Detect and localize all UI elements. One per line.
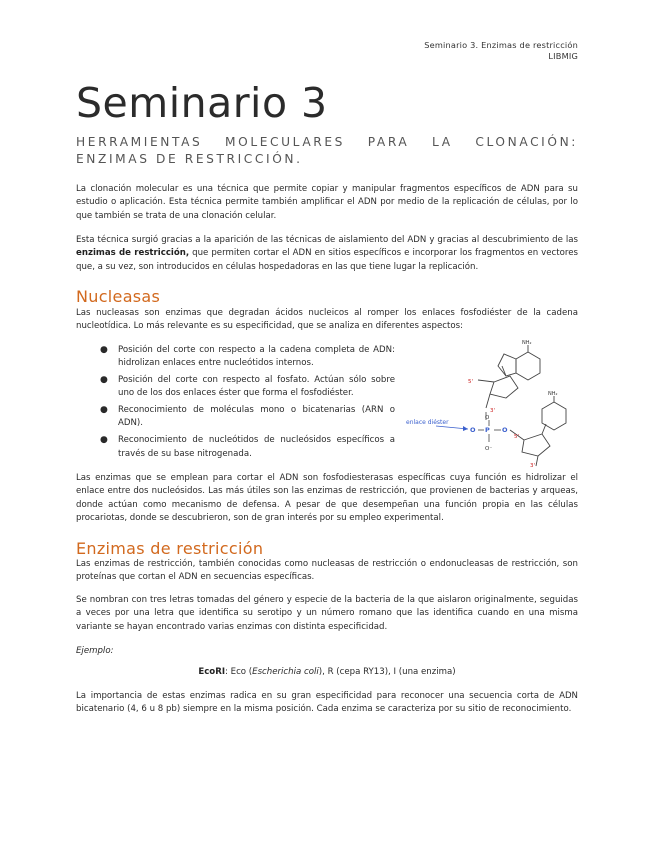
bullet-text: Posición del corte con respecto a la cadena completa de ADN: hidrolizan enlaces entre nucleótidos internos. [118, 345, 395, 369]
phosphodiester-bond-figure [406, 340, 578, 470]
page-header [424, 40, 578, 61]
nucleasas-paragraph-2: Las enzimas que se emplean para cortar el ADN son fosfodiesterasas específicas cuya función es hidrolizar el enlace entre dos nucleósidos. Las más útiles son las enzimas de restricción, que provienen de bacterias y arqueas, donde actúan como mecanismo de defensa. A pesar de que desempeñan una función propia en las células procariotas, donde se descubrieron, son de gran interés por su empleo experimental. [76, 473, 578, 523]
adenine-structure [498, 345, 540, 380]
three-prime-top: 3' [490, 408, 496, 414]
bullet-icon: ● [100, 375, 108, 386]
bullet-text: Reconocimiento de moléculas mono o bicatenarias (ARN o ADN). [118, 405, 395, 429]
oxygen-right: O [502, 426, 508, 434]
bullet-text: Posición del corte con respecto al fosfato. Actúan sólo sobre uno de los dos enlaces éster que forma el fosfodiéster. [118, 375, 395, 399]
restriccion-paragraph-3: La importancia de estas enzimas radica en su gran especificidad para reconocer una secuencia corta de ADN bicatenario (4, 6 u 8 pb) siempre en la misma posición. Cada enzima se caracteriza por su sitio de reconocimiento. [76, 691, 578, 715]
three-prime-bottom: 3' [530, 463, 536, 469]
intro-p2-text-end: que permiten cortar el ADN en sitios específicos e incorporar los fragmentos en vectores que, a su vez, son introducidos en células hospedadoras en las que tiene lugar la replicación. [76, 248, 578, 272]
example-text-mid: : Eco ( [225, 667, 253, 677]
example-label [76, 645, 578, 658]
list-item [100, 434, 395, 461]
oxygen-left: O [470, 426, 476, 434]
page-subtitle: HERRAMIENTAS MOLECULARES PARA LA CLONACIÓN: ENZIMAS DE RESTRICCIÓN. [76, 135, 578, 166]
page-title: Seminario 3 [76, 79, 328, 127]
sugar-top [478, 366, 518, 408]
header-line-2: LIBMIG [548, 50, 578, 61]
restriccion-heading: Enzimas de restricción [76, 539, 264, 558]
example-text-end: ), R (cepa RY13), I (una enzima) [318, 667, 456, 677]
intro-paragraph-2 [76, 234, 578, 274]
arrow-head-icon [463, 426, 468, 431]
restriccion-paragraph-1: Las enzimas de restricción, también conocidas como nucleasas de restricción o endonucleasas de restricción, son proteínas que cortan el ADN en secuencias específicas. [76, 559, 578, 583]
example-enzyme-name: EcoRI [198, 667, 226, 677]
bullet-text: Reconocimiento de nucleótidos de nucleósidos específicos a través de su base nitrogenada. [118, 435, 395, 459]
list-item [100, 404, 395, 431]
header-line-1: Seminario 3. Enzimas de restricción [424, 40, 578, 50]
oxygen-down: O⁻ [485, 446, 493, 452]
bullet-icon: ● [100, 405, 108, 416]
nucleasas-heading: Nucleasas [76, 287, 161, 306]
nucleasas-paragraph-1: Las nucleasas son enzimas que degradan ácidos nucleicos al romper los enlaces fosfodiéster de la cadena nucleotídica. Lo más relevante es su especificidad, que se analiza en diferentes aspectos: [76, 308, 578, 332]
nh2-top-label: NH₂ [522, 340, 532, 346]
list-item [100, 344, 395, 371]
intro-p2-bold: enzimas de restricción, [76, 248, 190, 259]
oxygen-up: O [485, 415, 490, 421]
bullet-icon: ● [100, 345, 108, 355]
phosphorus: P [485, 426, 490, 434]
example-species: Escherichia coli [252, 667, 319, 677]
restriccion-paragraph-2: Se nombran con tres letras tomadas del género y especie de la bacteria de la que aislaron originalmente, seguidas a veces por una letra que identifica su serotipo y un número romano que las identifica cuando en una misma variante se hayan encontrado varias enzimas con distinta especificidad. [76, 595, 578, 632]
sugar-bottom [510, 424, 550, 466]
bond-label: enlace diéster [406, 419, 449, 426]
example-label-text: Ejemplo: [76, 646, 114, 656]
intro-p2-text: Esta técnica surgió gracias a la aparición de las técnicas de aislamiento del ADN y gracias al descubrimiento de las [76, 235, 578, 245]
example-line [76, 666, 578, 679]
list-item [100, 374, 395, 401]
cytosine-structure [542, 396, 566, 430]
nucleasas-bullet-list [100, 344, 395, 464]
bullet-icon: ● [100, 435, 108, 446]
intro-paragraph-1: La clonación molecular es una técnica que permite copiar y manipular fragmentos específicos de ADN para su estudio o aplicación. Esta técnica permite también amplificar el ADN por medio de la replicación de células, por lo que también se trata de una clonación celular. [76, 184, 578, 221]
five-prime-top: 5' [468, 379, 474, 385]
nh2-bottom-label: NH₂ [548, 391, 558, 397]
five-prime-bottom: 5' [514, 434, 520, 440]
